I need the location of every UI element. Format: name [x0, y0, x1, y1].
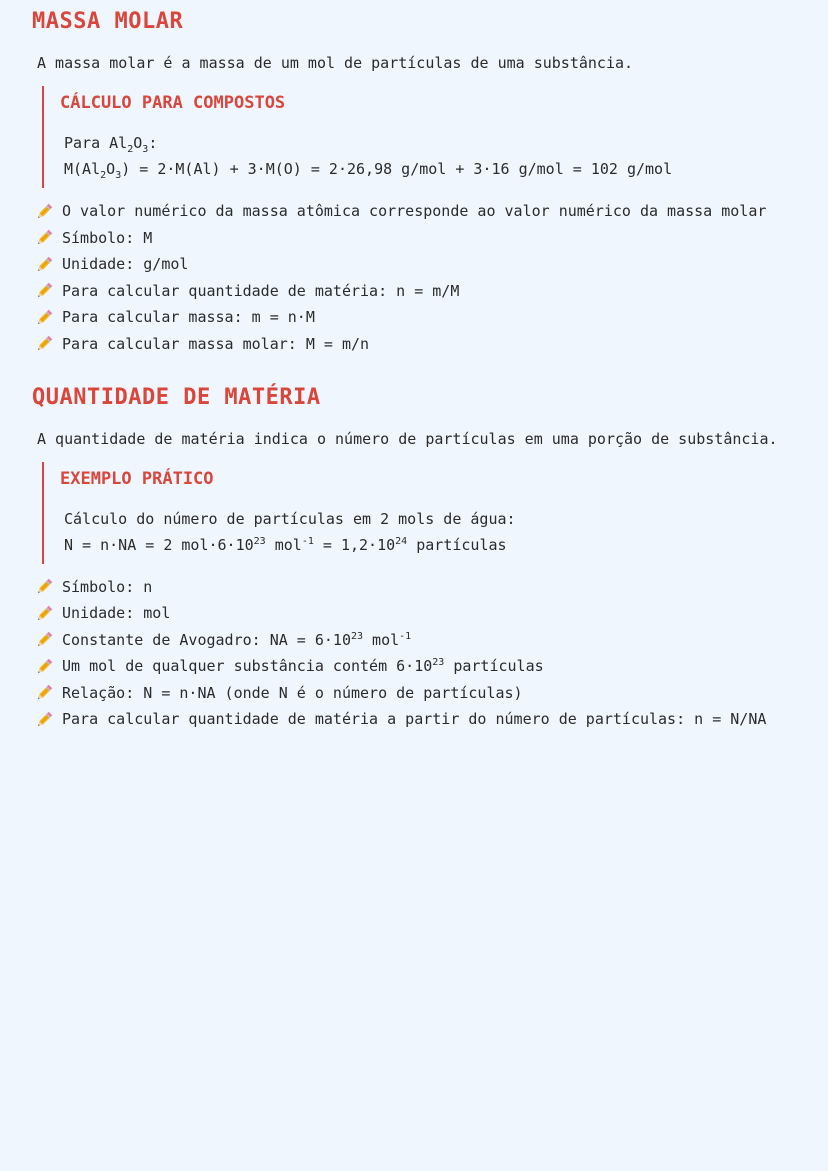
list-item [32, 227, 800, 250]
list-item [32, 280, 800, 303]
pencil-icon [32, 708, 56, 731]
list-item-text: Relação: N = n·NA (onde N é o número de partículas) [62, 683, 523, 702]
pencil-icon [32, 200, 56, 223]
list-item-text: Unidade: g/mol [62, 255, 189, 273]
section-title: MASSA MOLAR [32, 9, 184, 34]
section-intro: A quantidade de matéria indica o número de partículas em uma porção de substância. [37, 429, 778, 448]
list-item [32, 306, 800, 329]
section-quantidade-de-materia [0, 384, 828, 732]
bullet-list [32, 200, 800, 356]
callout-title: CÁLCULO PARA COMPOSTOS [60, 93, 286, 113]
list-item-text: Símbolo: M [62, 228, 153, 247]
pencil-icon [32, 253, 56, 276]
list-item-text: Símbolo: n [62, 577, 153, 596]
list-item-text: O valor numérico da massa atômica corresponde ao valor numérico da massa molar [62, 202, 767, 220]
pencil-icon [32, 602, 56, 625]
formula-line: Para $Al_2O_3$: [64, 134, 158, 155]
callout-box [42, 86, 800, 188]
section-intro: A massa molar é a massa de um mol de partículas de uma substância. [37, 54, 634, 72]
list-item [32, 576, 800, 599]
bullet-list [32, 576, 800, 732]
list-item [32, 682, 800, 705]
list-item-text: Um mol de qualquer substância contém $6\cdot 10^{23}$ partículas [62, 657, 544, 675]
pencil-icon [32, 629, 56, 652]
formula-line: $M(Al_2O_3) = 2\cdot M(Al) + 3\cdot M(O) = 2\cdot 26,98$ g/mol + 3·16 g/mol = 102 g/mol [64, 160, 673, 181]
callout-body [64, 506, 800, 558]
pencil-icon [32, 576, 56, 599]
list-item-text: Para calcular massa molar: M = m/n [62, 334, 370, 353]
list-item-text: Unidade: mol [62, 604, 171, 622]
list-item [32, 629, 800, 652]
pencil-icon [32, 682, 56, 705]
list-item [32, 708, 800, 731]
list-item [32, 333, 800, 356]
list-item-text: Constante de Avogadro: NA = $6\cdot 10^{23}$ mol$^{-1}$ [62, 630, 412, 649]
list-item-text: Para calcular quantidade de matéria a partir do número de partículas: n = N/NA [62, 710, 767, 728]
section-massa-molar [0, 8, 828, 356]
list-item [32, 602, 800, 625]
callout-body [64, 130, 800, 182]
example-description: Cálculo do número de partículas em 2 mols de água: [64, 509, 516, 528]
pencil-icon [32, 655, 56, 678]
callout-title: EXEMPLO PRÁTICO [60, 468, 214, 489]
formula-line: N = n·NA = 2 $mol\cdot 6\cdot 10^{23}$ $mol^{-1} = 1,2\cdot 10^{24}$ partículas [64, 535, 507, 554]
list-item [32, 253, 800, 276]
list-item [32, 655, 800, 678]
callout-box [42, 462, 800, 564]
pencil-icon [32, 333, 56, 356]
section-title: QUANTIDADE DE MATÉRIA [32, 384, 321, 410]
pencil-icon [32, 280, 56, 303]
list-item [32, 200, 800, 223]
pencil-icon [32, 306, 56, 329]
pencil-icon [32, 227, 56, 250]
list-item-text: Para calcular quantidade de matéria: n = m/M [62, 281, 460, 300]
list-item-text: Para calcular massa: m = n·M [62, 308, 315, 326]
